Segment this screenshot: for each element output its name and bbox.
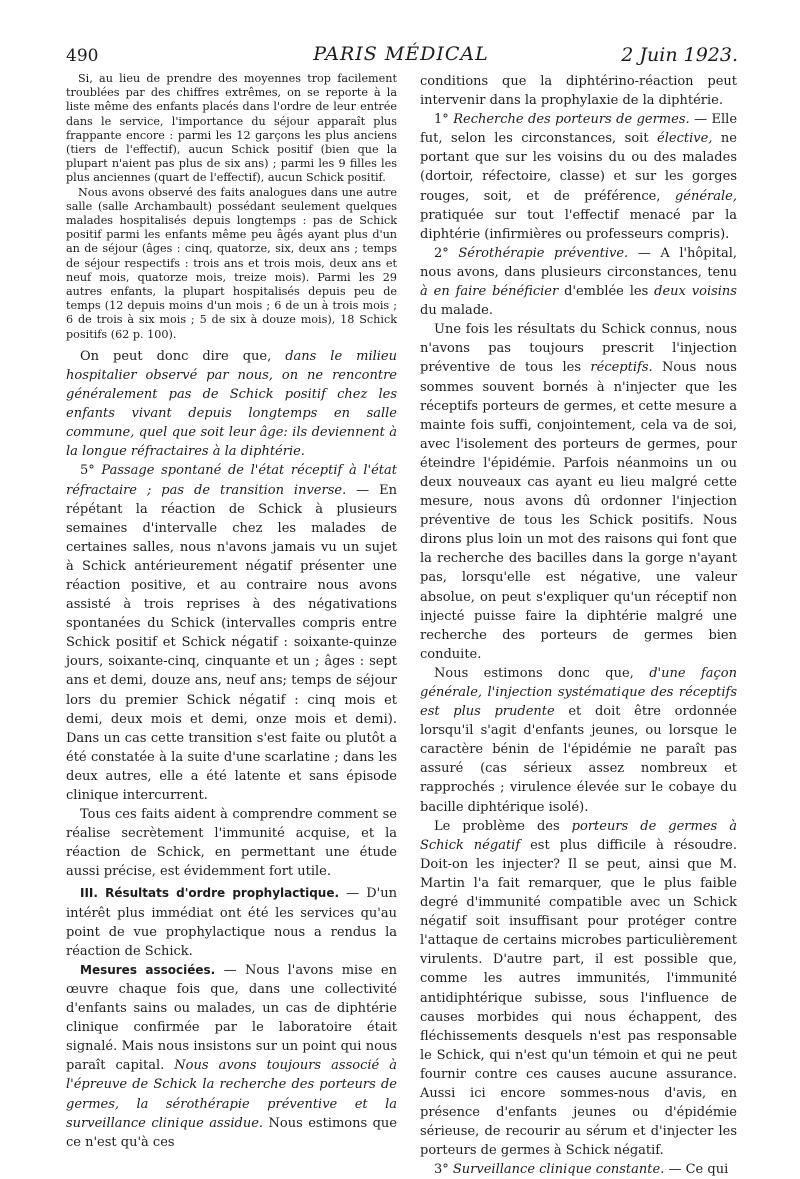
italic-run: Sérothérapie préventive. (458, 245, 629, 261)
small-print-block (66, 72, 397, 342)
paragraph (66, 461, 397, 805)
text-run: — A l'hôpital, nous avons, dans plusieurs circonstances, tenu (420, 245, 737, 280)
italic-run: deux voisins (654, 284, 737, 300)
paragraph (66, 347, 397, 462)
issue-date: 2 Juin 1923. (621, 44, 738, 66)
text-run: et doit être ordonnée lorsqu'il s'agit d'enfants jeunes, ou lorsque le caractère bénin de l'épidémie ne paraît pas assuré (cas sérieux assez nombreux et rapprochés ; virulence élevée sur le cobaye du bacille diphtérique isolé). (420, 704, 737, 815)
right-body-text (420, 72, 737, 1179)
italic-run: Recherche des porteurs de germes. (453, 112, 690, 128)
text-run: — Nous l'avons mise en œuvre chaque fois que, dans une collectivité d'enfants sains ou malades, un cas de diphtérie clinique confirmée par le laboratoire était signalé. Mais nous insistons sur un point qui nous paraît capital. (66, 962, 397, 1074)
text-run: Le problème des (434, 818, 572, 834)
text-run: Nous estimons que ce n'est qu'à ces (66, 1115, 397, 1150)
text-run: Nous avons observé des faits analogues dans une autre salle (salle Archambault) possédant seulement quelques malades hospitalisés depuis longtemps : pas de Schick positif parmi les enfants même peu âgés ayant plus d'un an de séjour (âges : cinq, quatorze, six, deux ans ; temps de séjour respectifs : trois ans et trois mois, deux ans et neuf mois, quatorze mois, treize mois). Parmi les 29 autres enfants, la plupart hospitalisés depuis peu de temps (12 depuis moins d'un mois ; 6 de un à trois mois ; 6 de trois à six mois ; 5 de six à douze mois), 18 Schick positifs (62 p. 100). (66, 185, 397, 341)
paragraph (66, 884, 397, 960)
paragraph (420, 244, 737, 320)
italic-run: Passage spontané de l'état réceptif à l'état réfractaire ; pas de transition inverse. (66, 463, 397, 498)
paragraph (66, 72, 397, 186)
paragraph (66, 805, 397, 881)
text-run: 2° (434, 245, 459, 261)
paragraph (420, 817, 737, 1161)
italic-run: Nous avons toujours associé à l'épreuve de Schick la recherche des porteurs de germes, la sérothérapie préventive et la surveillance clinique assidue. (66, 1058, 397, 1131)
page-header (58, 40, 744, 70)
italic-run: Surveillance clinique constante. (452, 1162, 665, 1178)
text-run: On peut donc dire que, (80, 348, 286, 364)
right-column (420, 72, 738, 1178)
italic-run: porteurs de germes à Schick négatif (420, 818, 737, 853)
text-run: pratiquée sur tout l'effectif menacé par la diphtérie (infirmières ou professeurs compris). (420, 207, 737, 242)
text-run: — Ce qui (664, 1162, 729, 1178)
italic-run: générale, (674, 188, 737, 204)
text-run: Une fois les résultats du Schick connus, nous n'avons pas toujours prescrit l'injection préventive de tous les (420, 322, 737, 376)
paragraph (420, 320, 737, 664)
text-run: Nous nous sommes souvent bornés à n'injecter que les réceptifs porteurs de germes, et cette mesure a mainte fois suffi, conjointement, cela va de soi, avec l'isolement des porteurs de germes, pour éteindre l'épidémie. Parfois néanmoins un ou deux nouveaux cas ayant eu lieu malgré cette mesure, nous avons dû ordonner l'injection préventive de tous les Schick positifs. Nous dirons plus loin un mot des raisons qui font que la recherche des bacilles dans la gorge n'ayant pas, lorsqu'elle est négative, une valeur absolue, on peut s'expliquer qu'un réceptif non injecté puisse faire la diphtérie malgré une recherche des porteurs de germes bien conduite. (420, 360, 737, 662)
text-run: Tous ces faits aident à comprendre comment se réalise secrètement l'immunité acquise, et la réaction de Schick, en permettant une étude aussi précise, est évidemment fort utile. (66, 807, 397, 880)
text-run: Nous estimons donc que, (434, 665, 650, 681)
text-run: 3° (434, 1162, 453, 1178)
text-run: du malade. (420, 303, 493, 319)
paragraph (420, 664, 737, 817)
text-run: d'emblée les (558, 284, 655, 300)
heading-run: III. Résultats d'ordre prophylactique. (80, 886, 340, 901)
italic-run: à en faire bénéficier (420, 284, 559, 300)
italic-run: réceptifs. (590, 360, 653, 376)
text-run: — Elle fut, selon les circonstances, soit (420, 112, 738, 147)
journal-title: PARIS MÉDICAL (313, 43, 489, 65)
paragraph (420, 110, 737, 244)
text-run: ne portant que sur les voisins du ou des malades (dortoir, réfectoire, classe) et sur les gorges rouges, soit, et de préférence, (420, 131, 737, 204)
page-number: 490 (66, 46, 99, 66)
paragraph (420, 72, 737, 110)
text-run: 5° (80, 463, 102, 479)
left-body-text (66, 347, 397, 1152)
italic-run: élective, (657, 131, 713, 147)
text-run: — En répétant la réaction de Schick à plusieurs semaines d'intervalle chez les malades de certaines salles, nous n'avons jamais vu un sujet à Schick antérieurement négatif présenter une réaction positive, et au contraire nous avons assisté à trois reprises à des négativations spontanées du Schick (intervalles compris entre Schick positif et Schick négatif : soixante-quinze jours, soixante-cinq, cinquante et un ; âges : sept ans et demi, douze ans, neuf ans; temps de séjour lors du premier Schick négatif : cinq mois et demi, deux mois et demi, onze mois et demi). Dans un cas cette transition s'est faite ou plutôt a été constatée à la suite d'une scarlatine ; dans les deux autres, elle a été latente et sans épisode clinique intercurrent. (66, 482, 397, 804)
paragraph (420, 1160, 737, 1179)
text-run: 1° (434, 112, 454, 128)
heading-run: Mesures associées. (80, 962, 216, 977)
italic-run: d'une façon générale, l'injection systématique des réceptifs est plus prudente (420, 665, 737, 720)
paragraph (66, 186, 397, 342)
left-column (66, 72, 397, 1150)
paragraph (66, 961, 397, 1152)
text-run: conditions que la diphtérino-réaction peut intervenir dans la prophylaxie de la diphtérie. (420, 74, 737, 109)
text-run: Si, au lieu de prendre des moyennes trop facilement troublées par des chiffres extrêmes, on se reporte à la liste même des enfants placés dans l'ordre de leur entrée dans le service, l'importance du séjour apparaît plus frappante encore : parmi les 12 garçons les plus anciens (tiers de l'effectif), aucun Schick positif (bien que la plupart n'aient pas plus de six ans) ; parmi les 9 filles les plus anciennes (quart de l'effectif), aucun Schick positif. (66, 72, 397, 185)
text-run: est plus difficile à résoudre. Doit-on les injecter? Il se peut, ainsi que M. Martin l'a fait remarquer, que le plus faible degré d'immunité compatible avec un Schick négatif soit insuffisant pour protéger contre l'attaque de certains microbes particulièrement virulents. D'autre part, il est possible que, comme les autres immunités, l'immunité antidiphtérique subisse, sous l'influence de causes morbides qui nous échappent, des fléchissements desquels n'est pas responsable le Schick, qui n'est qu'un témoin et qui ne peut fournir contre ces causes aucune assurance. Aussi ici encore sommes-nous d'avis, en présence d'enfants jeunes ou d'épidémie sérieuse, de recourir au sérum et d'injecter les porteurs de germes à Schick négatif. (420, 837, 738, 1159)
text-run: — D'un intérêt plus immédiat ont été les services qu'au point de vue prophylactique nous a rendus la réaction de Schick. (66, 886, 397, 959)
italic-run: dans le milieu hospitalier observé par nous, on ne rencontre généralement pas de Schick positif chez les enfants vivant depuis longtemps en salle commune, quel que soit leur âge: ils deviennent à la longue réfractaires à la diphtérie. (66, 348, 397, 460)
